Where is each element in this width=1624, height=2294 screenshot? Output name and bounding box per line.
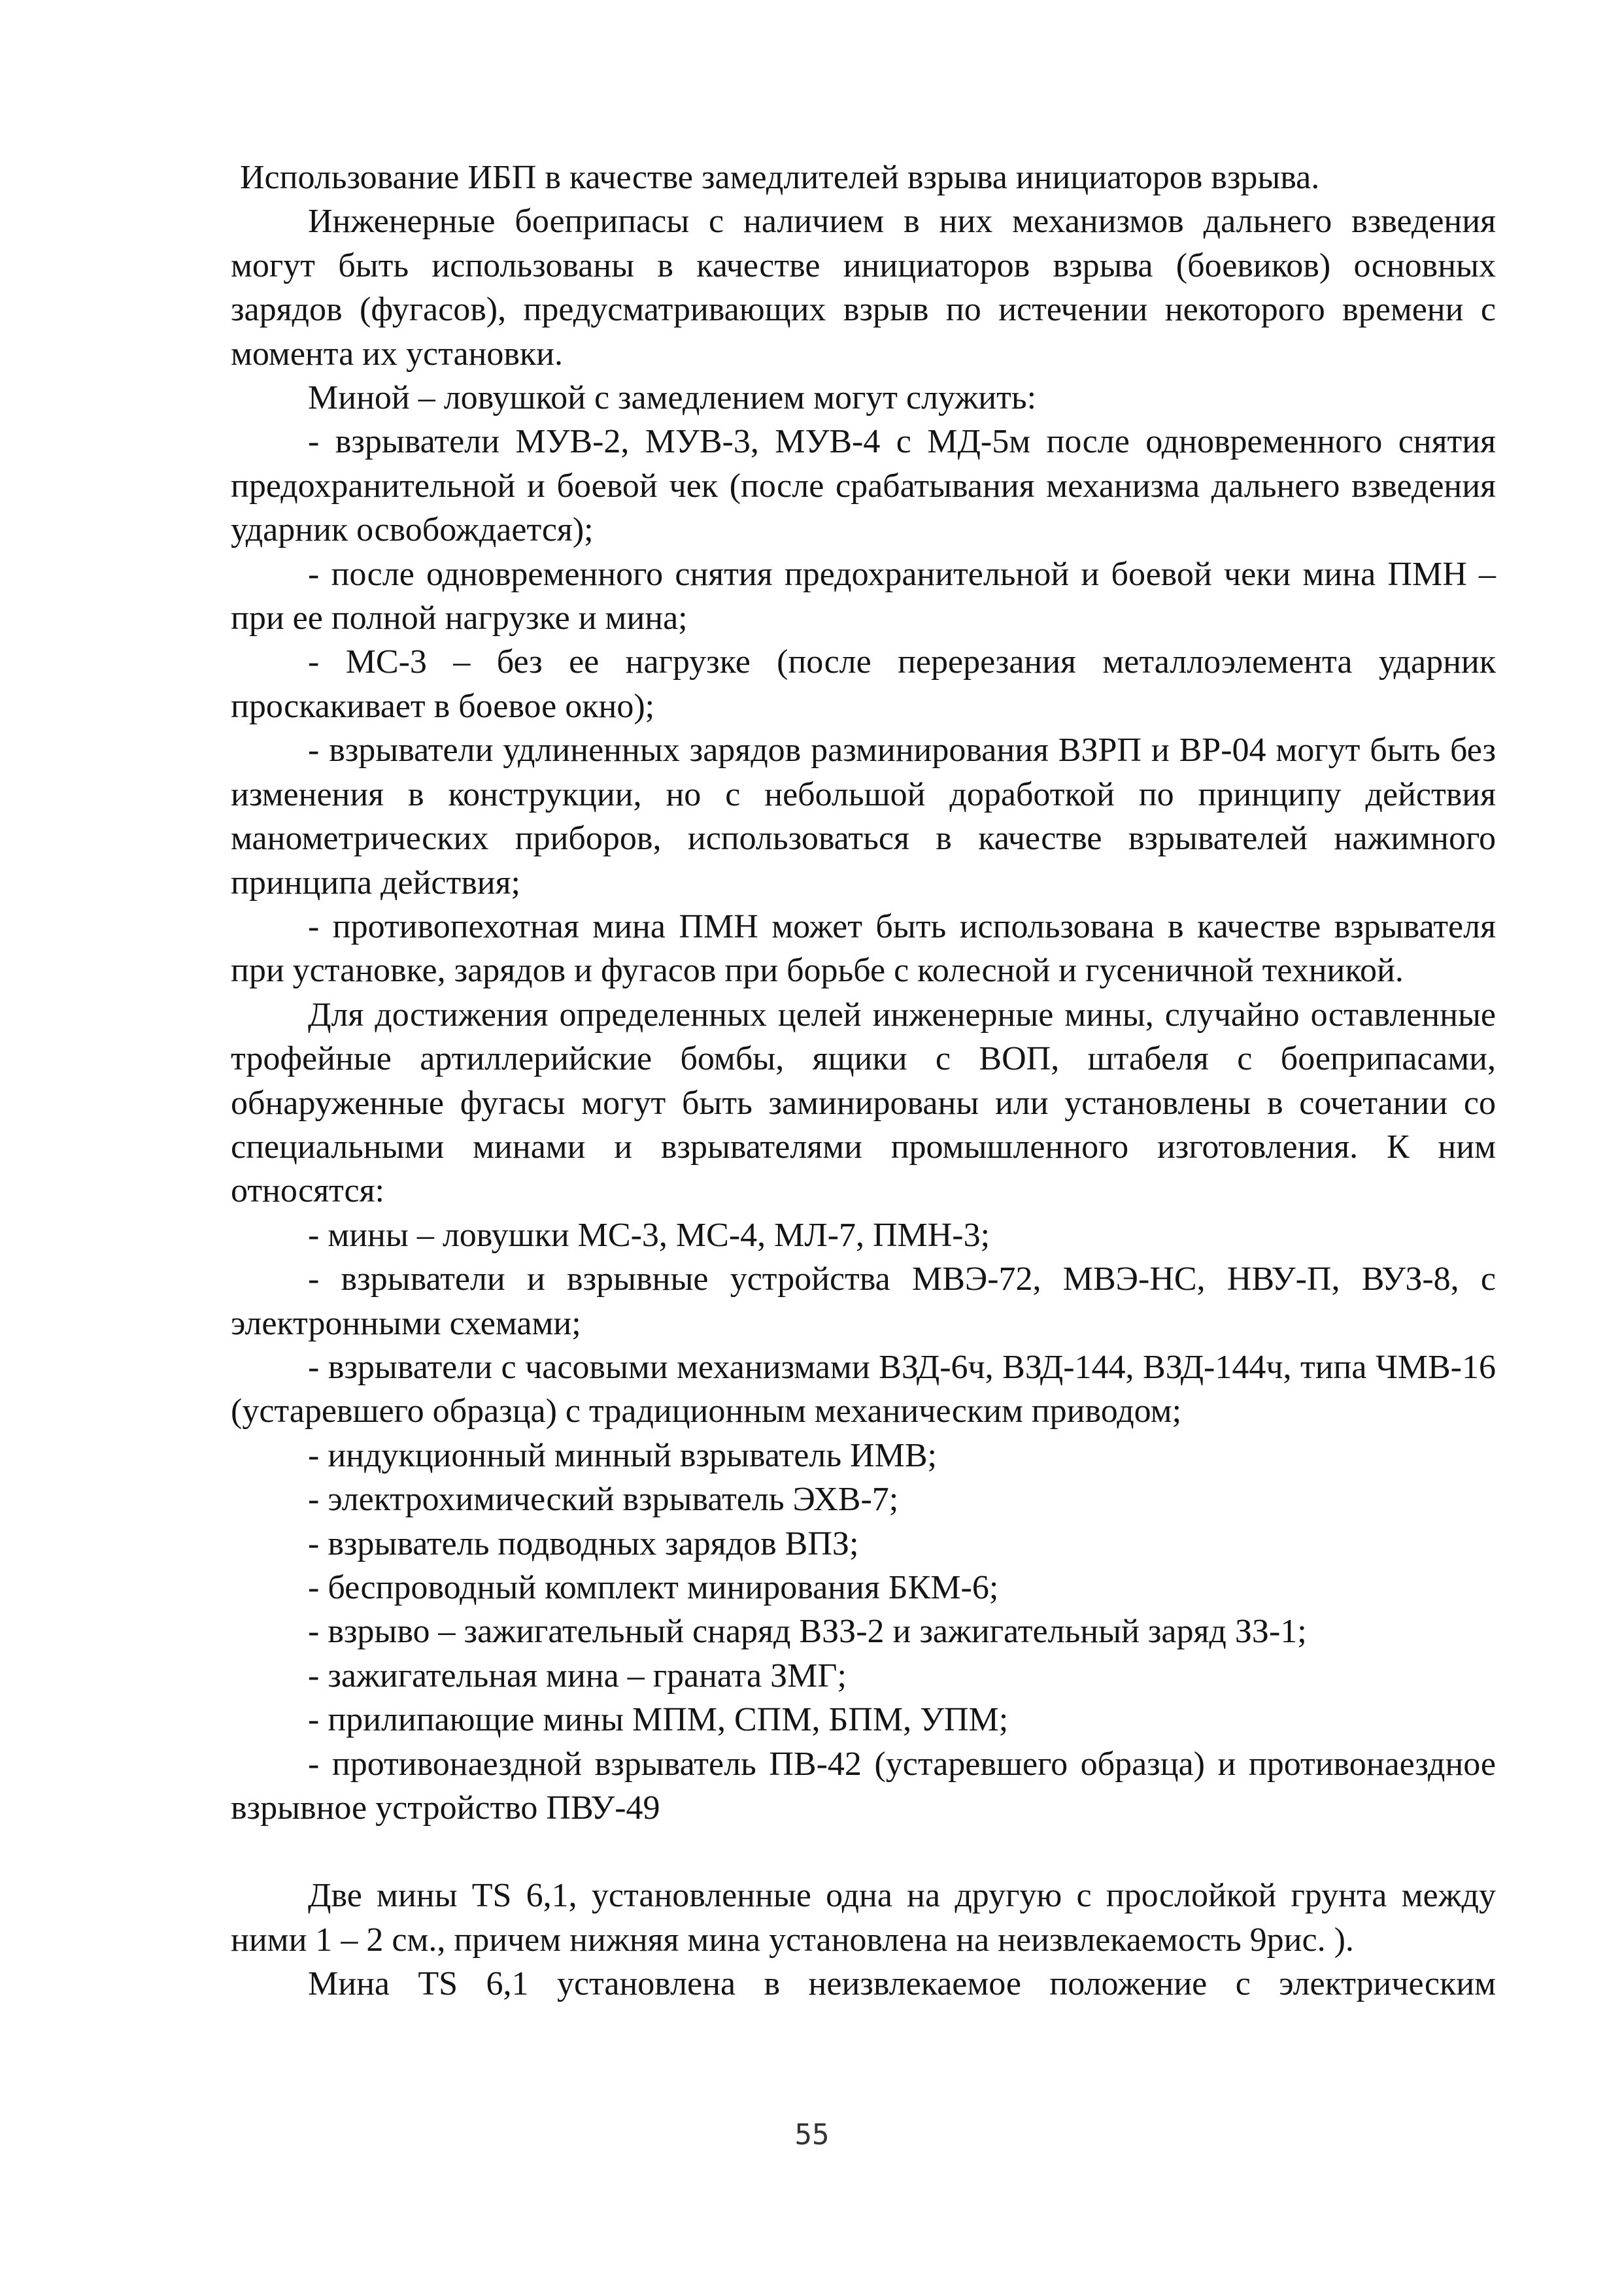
list-item: - мины – ловушки МС-3, МС-4, МЛ-7, ПМН-3; (308, 1216, 990, 1254)
list-item: - индукционный минный взрыватель ИМВ; (308, 1436, 937, 1474)
list-item: - зажигательная мина – граната ЗМГ; (308, 1657, 847, 1695)
paragraph: Две мины TS 6,1, установленные одна на другую с прослойкой грунта между ними 1 – 2 см., причем нижняя мина установлена на неизвлекаемость 9рис. ). (231, 1877, 1496, 1959)
paragraph: Мина TS 6,1 установлена в неизвлекаемое положение с электрическим (308, 1965, 1496, 2003)
page-number: 55 (794, 2118, 830, 2151)
list-item: - после одновременного снятия предохранительной и боевой чеки мина ПМН – при ее полной нагрузке и мина; (231, 555, 1496, 637)
list-item: - взрыватель подводных зарядов ВПЗ; (308, 1525, 859, 1562)
list-item: - противонаездной взрыватель ПВ-42 (устаревшего образца) и противонаездное взрывное устройство ПВУ-49 (231, 1745, 1496, 1827)
paragraph: Инженерные боеприпасы с наличием в них механизмов дальнего взведения могут быть использованы в качестве инициаторов взрыва (боевиков) основных зарядов (фугасов), предусматривающих взрыв по истечении некоторого времени с момента их установки. (231, 203, 1496, 373)
list-item: - взрыватели МУВ-2, МУВ-3, МУВ-4 с МД-5м после одновременного снятия предохранительной и боевой чек (после срабатывания механизма дальнего взведения ударник освобождается); (231, 423, 1496, 549)
paragraph: Для достижения определенных целей инженерные мины, случайно оставленные трофейные артиллерийские бомбы, ящики с ВОП, штабеля с боеприпасами, обнаруженные фугасы могут быть заминированы или установлены в сочетании со специальными минами и взрывателями промышленного изготовления. К ним относятся: (231, 996, 1496, 1210)
list-item: - взрыватели и взрывные устройства МВЭ-72, МВЭ-НС, НВУ-П, ВУЗ-8, с электронными схемами; (231, 1260, 1496, 1342)
document-page (231, 156, 1496, 2006)
list-item: - противопехотная мина ПМН может быть использована в качестве взрывателя при установке, зарядов и фугасов при борьбе с колесной и гусеничной техникой. (231, 907, 1496, 990)
list-item: - взрыво – зажигательный снаряд ВЗЗ-2 и зажигательный заряд ЗЗ-1; (308, 1613, 1307, 1651)
blank-line (231, 1830, 1496, 1874)
list-item: - МС-3 – без ее нагрузке (после перерезания металлоэлемента ударник проскакивает в боевое окно); (231, 643, 1496, 725)
heading-line: Использование ИБП в качестве замедлителей взрыва инициаторов взрыва. (240, 159, 1320, 196)
list-item: - прилипающие мины МПМ, СПМ, БПМ, УПМ; (308, 1701, 1009, 1739)
paragraph: Миной – ловушкой с замедлением могут служить: (308, 379, 1037, 417)
list-item: - взрыватели с часовыми механизмами ВЗД-6ч, ВЗД-144, ВЗД-144ч, типа ЧМВ-16 (устаревшего образца) с традиционным механическим приводом; (231, 1348, 1496, 1430)
list-item: - электрохимический взрыватель ЭХВ-7; (308, 1481, 899, 1519)
list-item: - беспроводный комплект минирования БКМ-6; (308, 1569, 999, 1606)
list-item: - взрыватели удлиненных зарядов разминирования ВЗРП и ВР-04 могут быть без изменения в конструкции, но с небольшой доработкой по принципу действия манометрических приборов, использоваться в качестве взрывателей нажимного принципа действия; (231, 732, 1496, 902)
